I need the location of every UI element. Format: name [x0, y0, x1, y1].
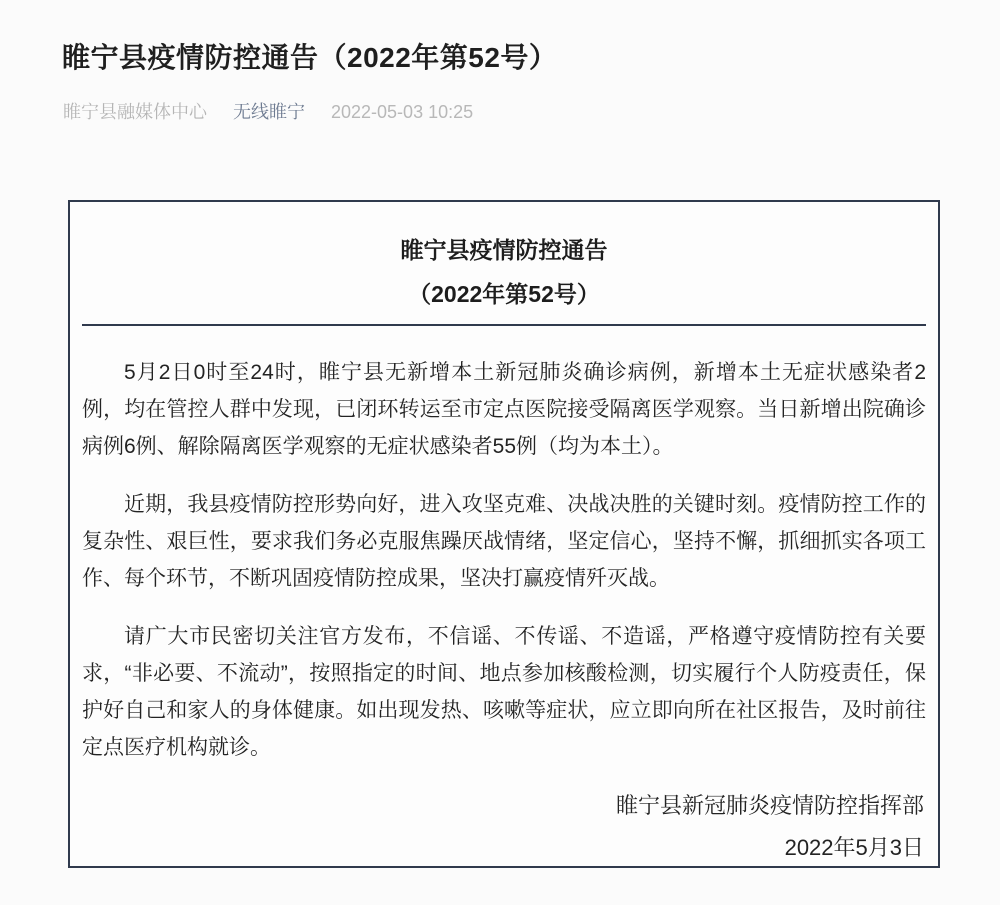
- notice-signature-block: [82, 785, 926, 868]
- publish-timestamp: 2022-05-03 10:25: [331, 102, 474, 122]
- notice-title-line2: （2022年第52号）: [408, 281, 600, 307]
- notice-divider: [82, 324, 926, 326]
- article-header: [62, 40, 942, 76]
- article-source: 睢宁县融媒体中心: [63, 102, 207, 122]
- article-title: 睢宁县疫情防控通告（2022年第52号）: [62, 42, 558, 73]
- notice-paragraph-3: 请广大市民密切关注官方发布，不信谣、不传谣、不造谣，严格遵守疫情防控有关要求，“非必要、不流动”，按照指定的时间、地点参加核酸检测，切实履行个人防疫责任，保护好自己和家人的身体健康。如出现发热、咳嗽等症状，应立即向所在社区报告，及时前往定点医疗机构就诊。: [82, 625, 926, 759]
- notice-date: 2022年5月3日: [784, 835, 924, 860]
- notice-paragraph-2: 近期，我县疫情防控形势向好，进入攻坚克难、决战决胜的关键时刻。疫情防控工作的复杂性、艰巨性，要求我们务必克服焦躁厌战情绪，坚定信心，坚持不懈，抓细抓实各项工作、每个环节，不断巩固疫情防控成果，坚决打赢疫情歼灭战。: [82, 493, 926, 590]
- article-meta: [63, 100, 473, 124]
- notice-paragraph-1: 5月2日0时至24时，睢宁县无新增本土新冠肺炎确诊病例，新增本土无症状感染者2例，均在管控人群中发现，已闭环转运至市定点医院接受隔离医学观察。当日新增出院确诊病例6例、解除隔离医学观察的无症状感染者55例（均为本土）。: [82, 361, 926, 458]
- account-link[interactable]: 无线睢宁: [233, 102, 305, 122]
- notice-signature: 睢宁县新冠肺炎疫情防控指挥部: [615, 793, 924, 818]
- notice-title-line1: 睢宁县疫情防控通告: [400, 237, 608, 263]
- notice-box: [68, 200, 940, 868]
- notice-body: [82, 354, 926, 766]
